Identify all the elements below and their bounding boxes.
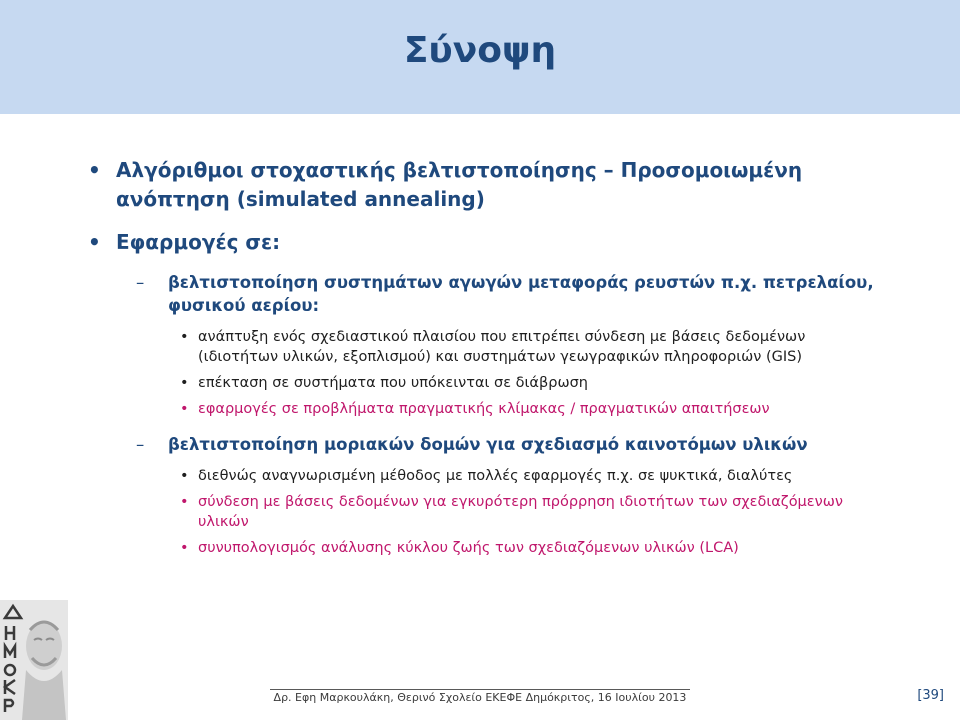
sub-heading	[88, 271, 888, 317]
page-number: [39]	[917, 688, 944, 703]
footer-credit: Δρ. Εφη Μαρκουλάκη, Θερινό Σχολείο ΕΚΕΦΕ Δημόκριτος, 16 Ιουλίου 2013	[273, 691, 687, 704]
sub-point-text: συνυπολογισμός ανάλυσης κύκλου ζωής των σχεδιαζόμενων υλικών (LCA)	[198, 540, 739, 556]
bullet-item	[88, 228, 888, 257]
sub-point	[88, 327, 888, 367]
bullet-icon: •	[88, 230, 101, 254]
bullet-text: Αλγόριθμοι στοχαστικής βελτιστοποίησης – Προσομοιωμένη ανόπτηση (simulated annealing)	[116, 158, 803, 211]
sub-point	[88, 538, 888, 558]
bullet-icon: •	[180, 494, 189, 510]
sub-point	[88, 373, 888, 393]
bullet-text: Εφαρμογές σε:	[116, 230, 281, 254]
bullet-icon: •	[180, 375, 189, 391]
sub-point-text: διεθνώς αναγνωρισμένη μέθοδος με πολλές εφαρμογές π.χ. σε ψυκτικά, διαλύτες	[198, 468, 793, 484]
sub-heading-text: βελτιστοποίηση μοριακών δομών για σχεδιασμό καινοτόμων υλικών	[168, 435, 808, 454]
sub-heading	[88, 433, 888, 456]
dash-icon: –	[136, 273, 145, 292]
slide-title: Σύνοψη	[403, 30, 557, 71]
sub-heading-text: βελτιστοποίηση συστημάτων αγωγών μεταφοράς ρευστών π.χ. πετρελαίου, φυσικού αερίου:	[168, 273, 874, 315]
democritus-logo-icon	[0, 600, 68, 720]
bullet-icon: •	[88, 158, 101, 182]
bullet-item	[88, 156, 888, 214]
slide-header	[0, 0, 960, 114]
footer-divider	[270, 689, 690, 690]
sub-point	[88, 492, 888, 532]
bullet-icon: •	[180, 329, 189, 345]
dash-icon: –	[136, 435, 145, 454]
sub-point	[88, 399, 888, 419]
sub-point-text: σύνδεση με βάσεις δεδομένων για εγκυρότερη πρόρρηση ιδιοτήτων των σχεδιαζόμενων υλικών	[198, 494, 843, 530]
sub-point-text: εφαρμογές σε προβλήματα πραγματικής κλίμακας / πραγματικών απαιτήσεων	[198, 401, 770, 417]
sub-point-text: επέκταση σε συστήματα που υπόκεινται σε διάβρωση	[198, 375, 588, 391]
bullet-icon: •	[180, 401, 189, 417]
sub-point-text: ανάπτυξη ενός σχεδιαστικού πλαισίου που επιτρέπει σύνδεση με βάσεις δεδομένων (ιδιοτήτων υλικών, εξοπλισμού) και συστημάτων γεωγραφικών πληροφοριών (GIS)	[198, 329, 806, 365]
bullet-icon: •	[180, 540, 189, 556]
sub-point	[88, 466, 888, 486]
slide-content	[88, 156, 888, 564]
democritus-logo-icon	[0, 600, 68, 720]
bullet-icon: •	[180, 468, 189, 484]
